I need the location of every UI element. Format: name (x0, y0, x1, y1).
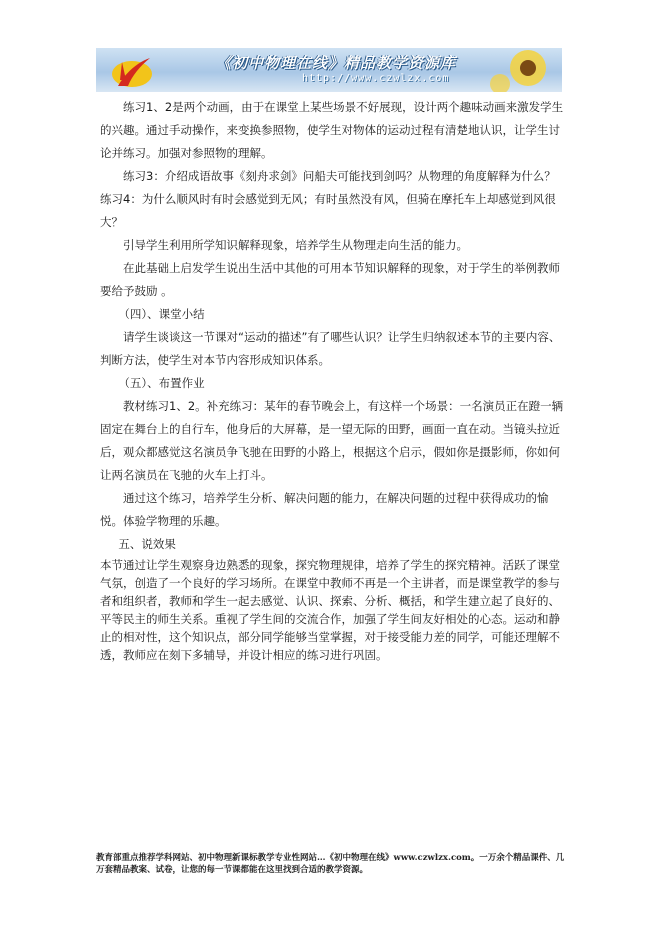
paragraph-exercise-3: 练习3：介绍成语故事《刻舟求剑》问船夫可能找到剑吗？从物理的角度解释为什么？ (123, 169, 556, 183)
paragraph-ability: 通过这个练习，培养学生分析、解决问题的能力，在解决问题的过程中获得成功的愉悦。体验学物理的乐趣。 (100, 491, 549, 528)
site-logo-icon (104, 52, 156, 90)
banner-url[interactable]: http://www.czwlzx.com (302, 73, 450, 84)
paragraph-exercise-4: 练习4：为什么顺风时有时会感觉到无风；有时虽然没有风，但骑在摩托车上却感觉到风很大？ (100, 192, 556, 229)
heading-effect: 五、说效果 (118, 537, 176, 551)
paragraph-guide: 引导学生利用所学知识解释现象，培养学生从物理走向生活的能力。 (123, 238, 468, 252)
paragraph-effect: 本节通过让学生观察身边熟悉的现象，探究物理规律，培养了学生的探究精神。活跃了课堂气氛，创造了一个良好的学习场所。在课堂中教师不再是一个主讲者，而是课堂教学的参与者和组织者，教师和学生一起去感觉、认识、探索、分析、概括，和学生建立起了良好的、平等民主的师生关系。重视了学生间的交流合作，加强了学生间友好相处的心态。运动和静止的相对性，这个知识点，部分同学能够当堂掌握，对于接受能力差的同学，可能还理解不透，教师应在刻下多辅导，并设计相应的练习进行巩固。 (100, 558, 560, 662)
heading-homework: （五）、布置作业 (118, 376, 205, 390)
document-body (100, 96, 565, 664)
paragraph-exercise-1-2: 练习1、2是两个动画，由于在课堂上某些场景不好展现，设计两个趣味动画来激发学生的兴趣。通过手动操作，来变换参照物，使学生对物体的运动过程有清楚地认识，让学生讨论并练习。加强对参照物的理解。 (100, 100, 564, 160)
heading-class-summary: （四）、课堂小结 (118, 307, 205, 321)
paragraph-encourage: 在此基础上启发学生说出生活中其他的可用本节知识解释的现象，对于学生的举例教师要给予鼓励 。 (100, 261, 560, 298)
sunflower-icon (488, 48, 558, 92)
header-banner (96, 48, 562, 92)
page-footer: 教育部重点推荐学科网站、初中物理新课标教学专业性网站…《初中物理在线》www.czwlzx.com。一万余个精品课件、几万套精品教案、试卷，让您的每一节课都能在这里找到合适的教学资源。 (96, 853, 565, 875)
paragraph-summary: 请学生谈谈这一节课对“运动的描述”有了哪些认识？让学生归纳叙述本节的主要内容、判断方法，使学生对本节内容形成知识体系。 (100, 330, 561, 367)
banner-title: 《初中物理在线》精品教学资源库 (216, 54, 457, 72)
paragraph-homework: 教材练习1、2。补充练习：某年的春节晚会上，有这样一个场景：一名演员正在蹬一辆固定在舞台上的自行车，他身后的大屏幕，是一望无际的田野，画面一直在动。当镜头拉近后，观众都感觉这名演员争飞驰在田野的小路上，根据这个启示，假如你是摄影师，你如何让两名演员在飞驰的火车上打斗。 (100, 399, 564, 482)
